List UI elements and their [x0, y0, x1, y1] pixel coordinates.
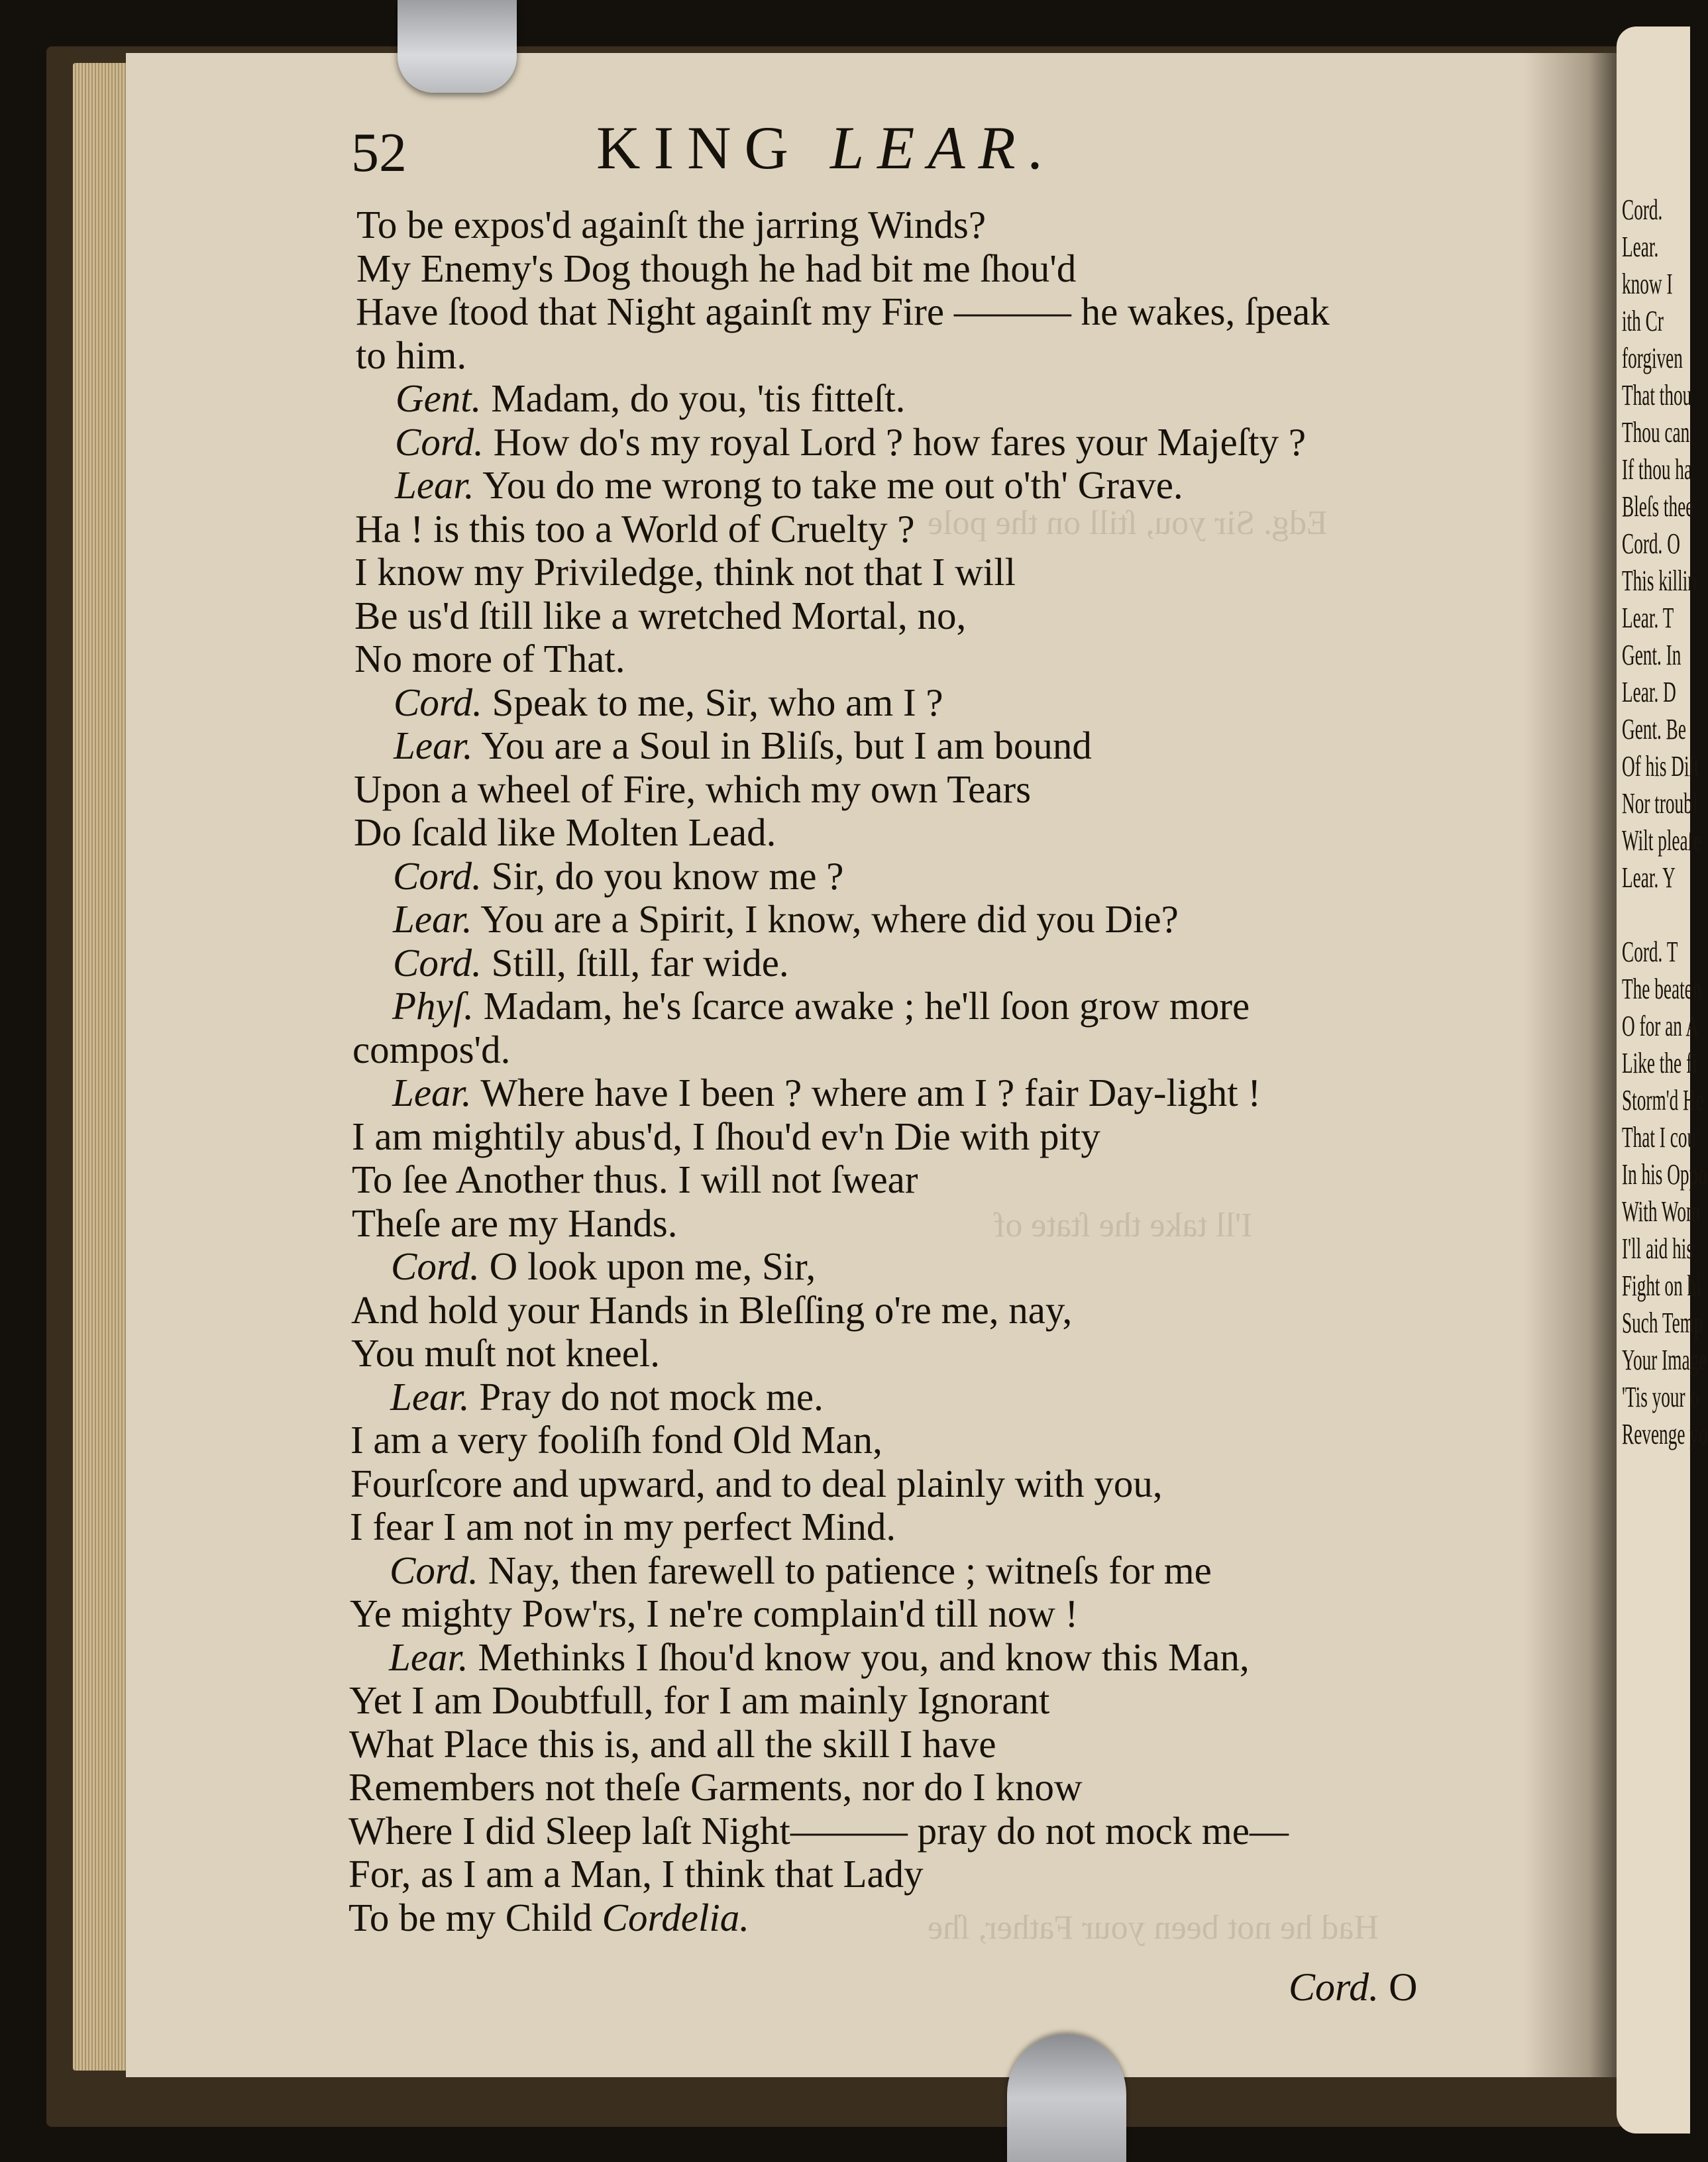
speaker-name: Phyſ. [392, 984, 474, 1028]
line-text: And hold your Hands in Bleſſing o're me, nay, [351, 1287, 1073, 1332]
verse-line [356, 333, 467, 377]
line-text: Madam, he's ſcarce awake ; he'll ſoon grow more [483, 984, 1250, 1028]
speaker-name: Lear. [393, 897, 472, 941]
line-text: I fear I am not in my perfect Mind. [350, 1505, 896, 1548]
speaker-name: Lear. [392, 1071, 472, 1114]
line-text: Madam, do you, 'tis fitteſt. [491, 376, 906, 420]
facing-page-line: Cord. T [1622, 936, 1678, 968]
verse-line [351, 1331, 661, 1375]
facing-page-line: know I [1622, 268, 1673, 300]
speech-line [392, 984, 1250, 1028]
verse-line [352, 1027, 511, 1071]
line-text-plain: To be my Child [348, 1895, 602, 1939]
line-text: Speak to me, Sir, who am I ? [492, 680, 943, 724]
speaker-name: Cord. [394, 680, 482, 724]
line-text: Remembers not theſe Garments, nor do I know [348, 1765, 1083, 1809]
verse-line [348, 1808, 1289, 1853]
facing-page-line: I'll aid his [1622, 1232, 1693, 1265]
line-text-italic: Cordelia. [602, 1895, 749, 1939]
line-text: For, as I am a Man, I think that Lady [348, 1852, 924, 1896]
verse-line [350, 1594, 1078, 1633]
facing-page-line: Bleſs thee [1622, 490, 1694, 523]
catchword [1289, 1965, 1418, 2010]
line-text: Methinks I ſhou'd know you, and know this Man, [478, 1635, 1250, 1679]
speaker-name: Cord. [393, 940, 482, 985]
verse-line [356, 205, 986, 244]
facing-page-line: That I cou' [1622, 1121, 1700, 1154]
verse-line [350, 1507, 896, 1546]
line-text: Ye mighty Pow'rs, I ne're complain'd till now ! [350, 1592, 1079, 1635]
line-text: You do me wrong to take me out o'th' Grave. [482, 463, 1183, 507]
speaker-name: Cord. [393, 853, 482, 898]
facing-page-line: If thou ha [1622, 453, 1693, 486]
facing-page-line: Gent. In [1622, 639, 1681, 671]
running-header [351, 106, 1299, 186]
verse-line [354, 767, 1032, 811]
show-through-text: I'll take the ſtate of [994, 1207, 1253, 1244]
line-text: Still, ſtill, far wide. [491, 940, 789, 985]
verse-line [348, 1765, 1083, 1809]
speech-line [396, 376, 906, 420]
page-clip-top [398, 0, 517, 93]
facing-page-line: Wilt pleaſe [1622, 824, 1701, 857]
line-text [348, 1896, 749, 1939]
facing-page-line: The beaten [1622, 973, 1702, 1005]
running-title-roman: KING [596, 114, 830, 182]
running-title [596, 113, 1057, 183]
show-through-text: Had he not been your Father, ſhe [928, 1909, 1379, 1947]
line-text: What Place this is, and all the skill I have [349, 1721, 996, 1766]
speech-line [393, 853, 844, 898]
verse-line [352, 1201, 678, 1245]
line-text: To ſee Another thus. I will not ſwear [352, 1158, 918, 1201]
catchword-text: O [1379, 1965, 1418, 2009]
speaker-name: Cord. [391, 1244, 480, 1288]
facing-page [1617, 27, 1708, 2134]
facing-page-line: Storm'd He [1622, 1084, 1704, 1116]
line-text: Be us'd ſtill like a wretched Mortal, no, [354, 593, 967, 637]
line-text: How do's my royal Lord ? how fares your Majeſty ? [493, 419, 1307, 464]
line-text: My Enemy's Dog though he had bit me ſhou'd [356, 246, 1077, 290]
speech-line [394, 680, 943, 724]
catchword-speaker: Cord. [1289, 1965, 1379, 2009]
verse-line [354, 810, 776, 854]
verse-line [351, 1287, 1073, 1332]
facing-page-line: Nor troubl [1622, 787, 1698, 820]
facing-page-line: Like the fi [1622, 1047, 1697, 1079]
page-clip-bottom [1007, 2034, 1126, 2162]
speaker-name: Lear. [394, 724, 473, 767]
verse-line [355, 506, 915, 551]
line-text: Yet I am Doubtfull, for I am mainly Ignorant [349, 1678, 1050, 1722]
facing-page-line: O for an A [1622, 1010, 1699, 1042]
page-edges [73, 63, 133, 2071]
facing-page-line: Cord. [1622, 193, 1663, 226]
verse-line [350, 1461, 1163, 1505]
running-title-italic: LEAR. [829, 114, 1057, 182]
speech-line [391, 1244, 816, 1288]
facing-page-line: Of his Diſt [1622, 750, 1699, 783]
line-text: You are a Soul in Bliſs, but I am bound [481, 724, 1092, 767]
verse-line [348, 1852, 924, 1896]
verse-line [354, 639, 625, 678]
facing-page-line: Lear. [1622, 231, 1659, 263]
verse-line [354, 550, 1016, 594]
line-text: Sir, do you know me ? [491, 853, 844, 898]
facing-page-line: Such Temp [1622, 1307, 1703, 1339]
line-text: No more of That. [354, 637, 625, 680]
facing-page-line: Cord. O [1622, 527, 1680, 560]
line-text: I am a very fooliſh fond Old Man, [350, 1418, 882, 1462]
line-text: to him. [356, 333, 467, 377]
line-text: Where I did Sleep laſt Night——— pray do not mock me— [348, 1808, 1289, 1853]
line-text: compos'd. [352, 1027, 511, 1071]
line-text: You are a Spirit, I know, where did you Die? [480, 897, 1179, 941]
speech-line [393, 897, 1179, 941]
speaker-name: Cord. [390, 1548, 478, 1592]
verse-line [350, 1418, 882, 1462]
speech-line [390, 1374, 824, 1419]
speech-line [392, 1073, 1261, 1112]
verse-line [349, 1678, 1050, 1722]
line-text: Nay, then farewell to patience ; witneſs for me [488, 1548, 1212, 1592]
page-gutter-shadow [1524, 53, 1617, 2077]
facing-page-line: Revenge yo [1622, 1418, 1708, 1450]
facing-page-line: Your Image [1622, 1344, 1707, 1376]
verse-line [352, 1160, 918, 1199]
line-text: Have ſtood that Night againſt my Fire ——— he wakes, ſpeak [356, 290, 1330, 333]
facing-page-line: That thou [1622, 379, 1692, 411]
line-text: Upon a wheel of Fire, which my own Tears [354, 767, 1032, 811]
speech-line [389, 1635, 1250, 1679]
facing-page-line: Thou can [1622, 416, 1690, 449]
facing-page-line: Fight on hi [1622, 1270, 1701, 1302]
speaker-name: Lear. [395, 463, 474, 507]
verse-line [356, 246, 1077, 290]
facing-page-line: In his Oppo [1622, 1158, 1707, 1191]
page-number: 52 [351, 122, 407, 184]
speaker-name: Gent. [396, 376, 482, 420]
facing-page-line: 'Tis your o [1622, 1381, 1699, 1413]
line-text: Where have I been ? where am I ? fair Day-light ! [480, 1071, 1261, 1114]
line-text: You muſt not kneel. [351, 1331, 661, 1375]
facing-page-line: ith Cr [1622, 305, 1664, 337]
speaker-name: Cord. [395, 419, 484, 464]
facing-page-line: Lear. T [1622, 602, 1674, 634]
line-text: Do ſcald like Molten Lead. [354, 810, 776, 854]
line-text: I know my Priviledge, think not that I will [354, 550, 1016, 594]
facing-page-line: Lear. Y [1622, 861, 1676, 894]
line-text: Ha ! is this too a World of Cruelty ? [355, 506, 915, 551]
line-text: Pray do not mock me. [479, 1374, 824, 1419]
speech-line [395, 463, 1183, 507]
facing-page-line: With Wom [1622, 1195, 1701, 1228]
facing-page-line: Gent. Be [1622, 713, 1686, 745]
line-text: To be expos'd againſt the jarring Winds? [356, 203, 987, 246]
speech-line [394, 726, 1092, 765]
show-through-text: Edg. Sir you, ſtill on the pole [928, 504, 1328, 542]
verse-line [348, 1895, 749, 1939]
verse-line [354, 593, 967, 637]
facing-page-line: forgiven [1622, 342, 1683, 374]
speech-line [395, 419, 1307, 464]
verse-line [352, 1114, 1100, 1158]
speech-line [393, 940, 789, 985]
line-text: Fourſcore and upward, and to deal plainly with you, [350, 1461, 1163, 1505]
line-text: Theſe are my Hands. [352, 1201, 678, 1245]
speaker-name: Lear. [389, 1635, 468, 1679]
speech-line [390, 1548, 1212, 1592]
facing-page-line: Lear. D [1622, 676, 1676, 708]
verse-line [349, 1721, 996, 1766]
speaker-name: Lear. [390, 1374, 470, 1419]
facing-page-line: This killin [1622, 565, 1697, 597]
line-text: O look upon me, Sir, [489, 1244, 816, 1288]
line-text: I am mightily abus'd, I ſhou'd ev'n Die with pity [352, 1114, 1100, 1158]
verse-line [356, 292, 1330, 331]
